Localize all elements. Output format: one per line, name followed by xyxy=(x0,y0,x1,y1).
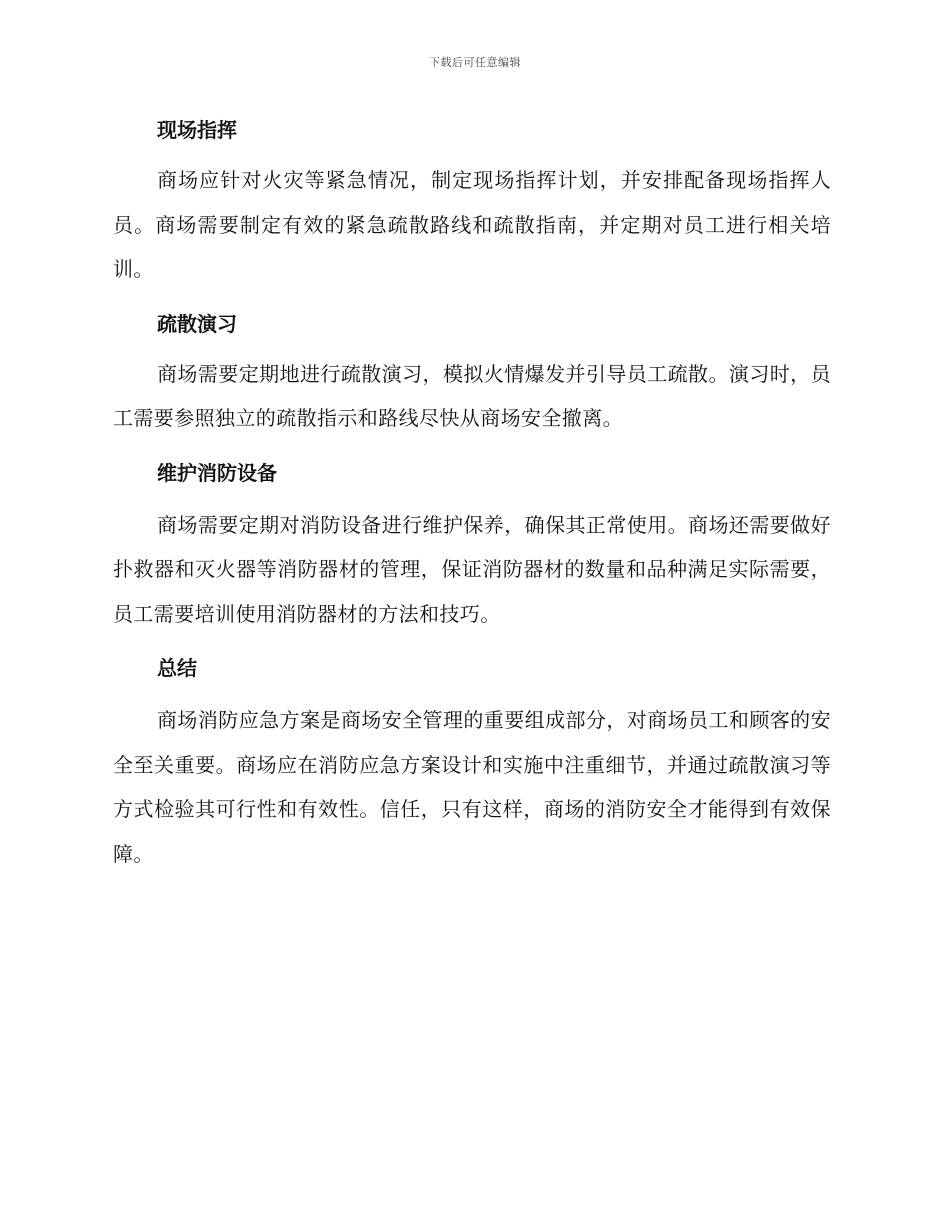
section-paragraph: 商场需要定期地进行疏散演习，模拟火情爆发并引导员工疏散。演习时，员工需要参照独立的疏散指示和路线尽快从商场安全撤离。 xyxy=(113,361,831,430)
section-heading: 维护消防设备 xyxy=(157,460,277,485)
section-heading: 现场指挥 xyxy=(157,118,237,142)
section-equipment-maintenance xyxy=(113,453,831,637)
section-evacuation-drill xyxy=(113,304,831,441)
section-paragraph: 商场应针对火灾等紧急情况，制定现场指挥计划，并安排配备现场指挥人员。商场需要制定有效的紧急疏散路线和疏散指南，并定期对员工进行相关培训。 xyxy=(113,168,831,281)
section-heading: 总结 xyxy=(157,656,197,680)
section-field-command xyxy=(113,110,831,292)
section-summary xyxy=(113,648,831,876)
section-paragraph: 商场需要定期对消防设备进行维护保养，确保其正常使用。商场还需要做好扑救器和灭火器等消防器材的管理，保证消防器材的数量和品种满足实际需要，员工需要培训使用消防器材的方法和技巧。 xyxy=(113,512,831,626)
section-heading: 疏散演习 xyxy=(157,311,237,336)
document-body xyxy=(113,110,831,876)
page-header-note: 下载后可任意编辑 xyxy=(429,56,521,69)
section-paragraph: 商场消防应急方案是商场安全管理的重要组成部分，对商场员工和顾客的安全至关重要。商场应在消防应急方案设计和实施中注重细节，并通过疏散演习等方式检验其可行性和有效性。信任，只有这样，商场的消防安全才能得到有效保障。 xyxy=(113,708,831,866)
